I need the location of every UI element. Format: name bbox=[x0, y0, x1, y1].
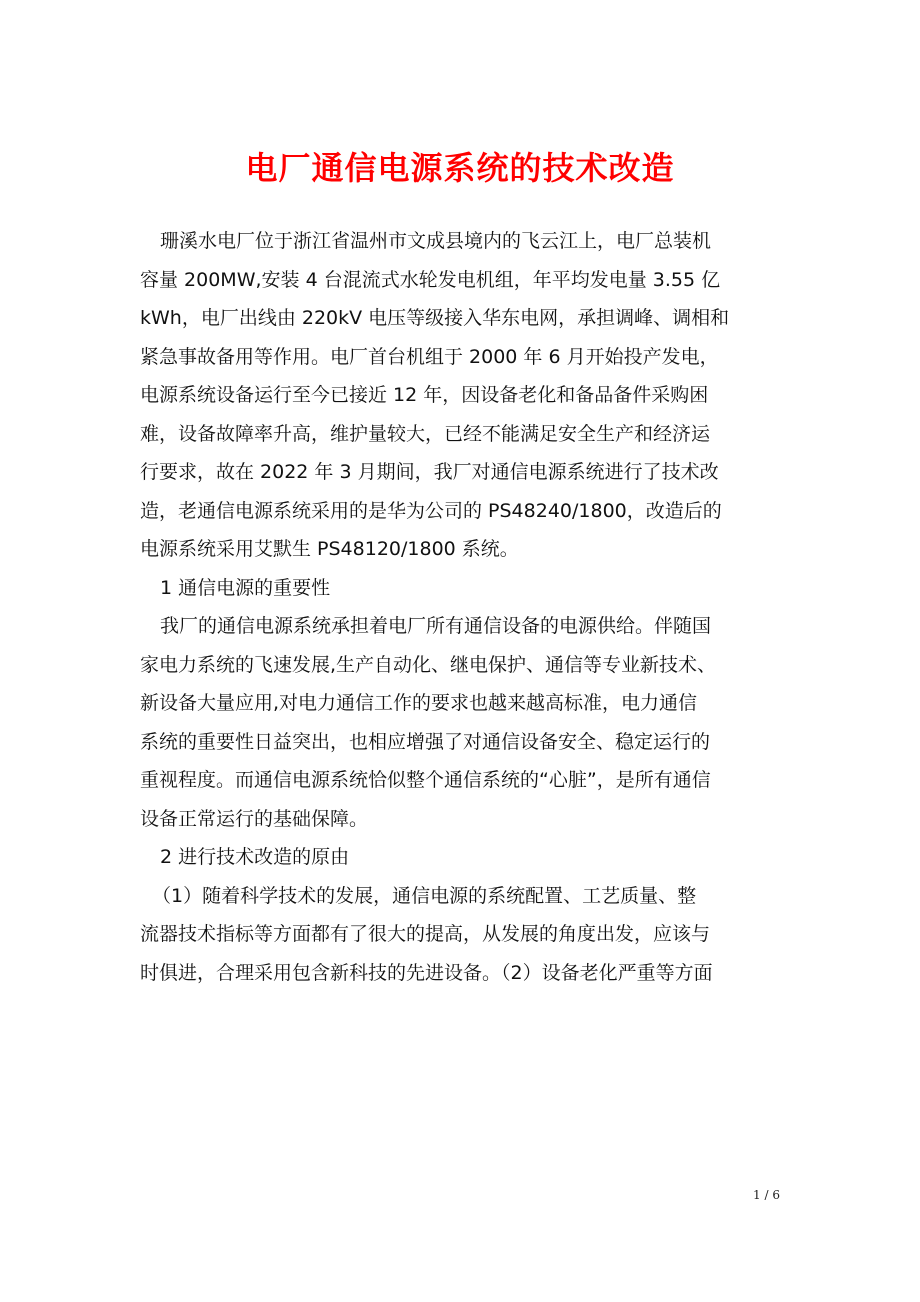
section-heading-1 bbox=[140, 569, 780, 608]
text-line: 我厂的通信电源系统承担着电厂所有通信设备的电源供给。伴随国 bbox=[160, 615, 712, 637]
text-line: 电源系统采用艾默生 PS48120/1800 系统。 bbox=[140, 538, 519, 560]
text-line: （1）随着科学技术的发展，通信电源的系统配置、工艺质量、整 bbox=[152, 884, 697, 907]
document-title: 电厂通信电源系统的技术改造 bbox=[245, 149, 675, 187]
text-line: 电源系统设备运行至今已接近 12 年，因设备老化和备品备件采购困 bbox=[140, 384, 709, 406]
text-line: 造，老通信电源系统采用的是华为公司的 PS48240/1800，改造后的 bbox=[140, 499, 722, 522]
text-line: 家电力系统的飞速发展,生产自动化、继电保护、通信等专业新技术、 bbox=[140, 653, 717, 676]
paragraph-reasons bbox=[140, 877, 780, 993]
paragraph-intro bbox=[140, 222, 780, 569]
text-line: 珊溪水电厂位于浙江省温州市文成县境内的飞云江上，电厂总装机 bbox=[160, 230, 712, 252]
text-line: 新设备大量应用,对电力通信工作的要求也越来越高标准，电力通信 bbox=[140, 692, 698, 714]
text-line: kWh，电厂出线由 220kV 电压等级接入华东电网，承担调峰、调相和 bbox=[140, 307, 730, 329]
text-line: 设备正常运行的基础保障。 bbox=[140, 807, 369, 830]
section-heading-2 bbox=[140, 838, 780, 877]
text-line: 时俱进，合理采用包含新科技的先进设备。（2）设备老化严重等方面 bbox=[140, 961, 713, 984]
text-line: 紧急事故备用等作用。电厂首台机组于 2000 年 6 月开始投产发电， bbox=[140, 345, 719, 368]
text-line: 行要求，故在 2022 年 3 月期间，我厂对通信电源系统进行了技术改 bbox=[140, 461, 719, 483]
page-number: 1 / 6 bbox=[753, 1188, 780, 1202]
text-line: 容量 200MW,安装 4 台混流式水轮发电机组，年平均发电量 3.55 亿 bbox=[140, 268, 721, 291]
text-line: 重视程度。而通信电源系统恰似整个通信系统的“心脏”，是所有通信 bbox=[140, 769, 711, 791]
text-line: 流器技术指标等方面都有了很大的提高，从发展的角度出发，应该与 bbox=[140, 923, 711, 945]
text-line: 难，设备故障率升高，维护量较大，已经不能满足安全生产和经济运 bbox=[140, 422, 711, 445]
heading-text: 1 通信电源的重要性 bbox=[160, 576, 331, 599]
text-line: 系统的重要性日益突出，也相应增强了对通信设备安全、稳定运行的 bbox=[140, 730, 711, 753]
document-body bbox=[140, 222, 780, 992]
heading-text: 2 进行技术改造的原由 bbox=[160, 846, 350, 868]
paragraph-importance bbox=[140, 607, 780, 838]
